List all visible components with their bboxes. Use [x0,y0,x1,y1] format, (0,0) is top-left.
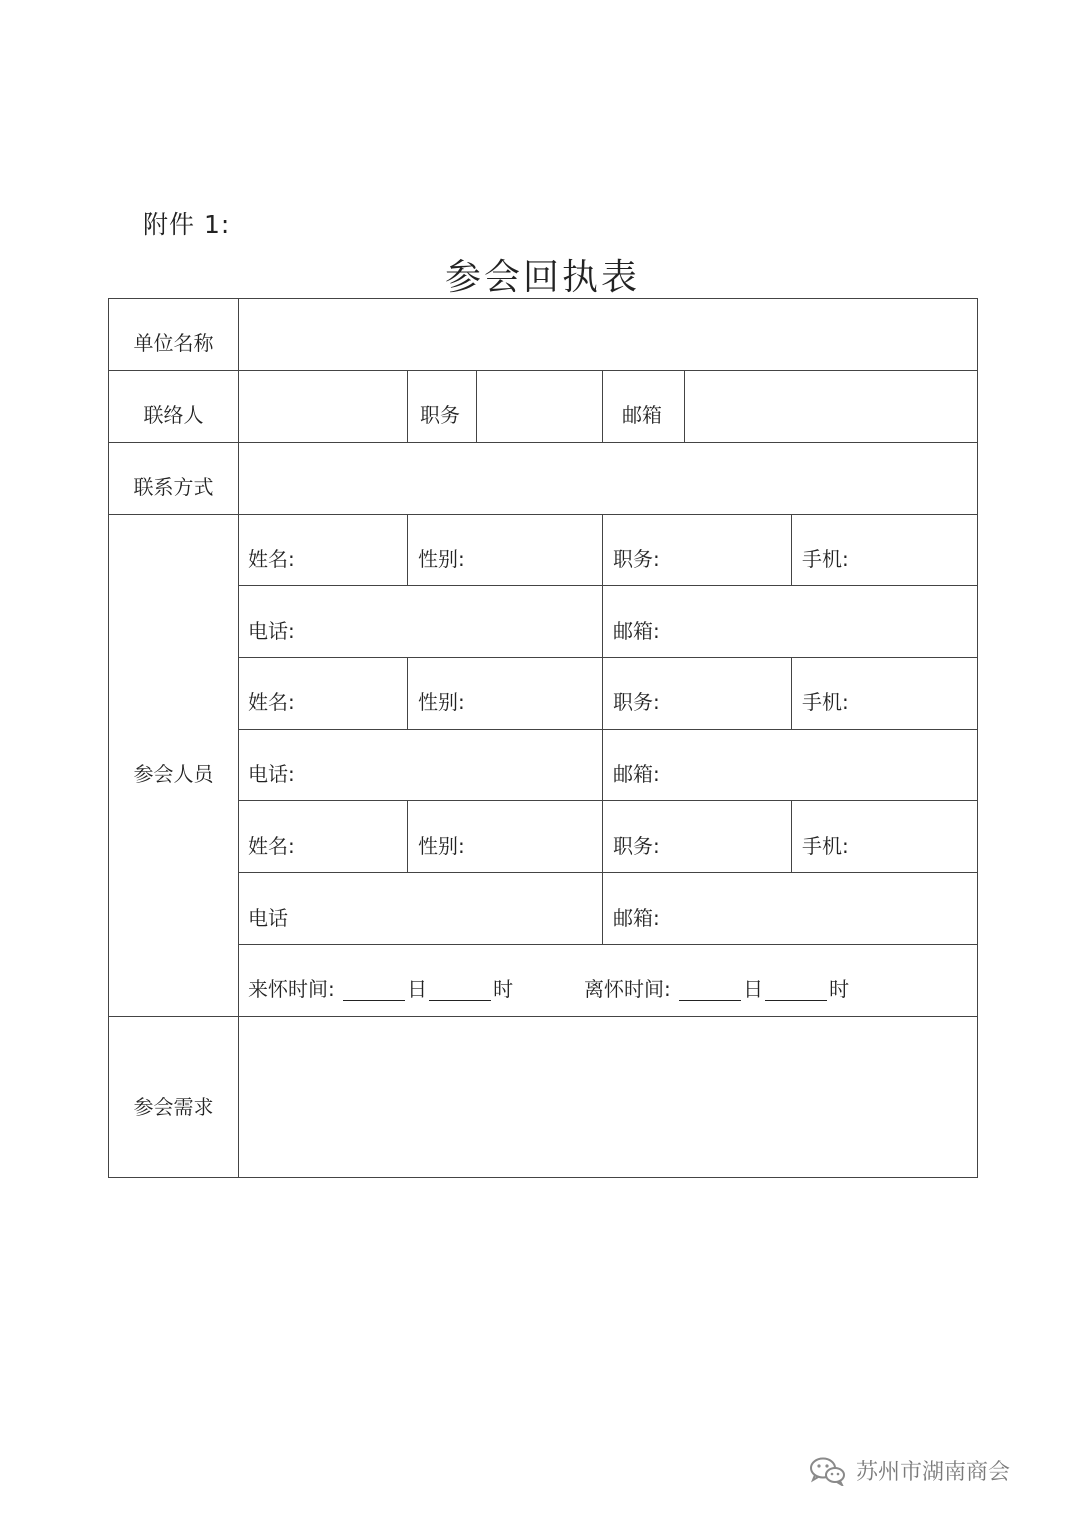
receipt-form-table [108,298,978,1178]
form-title: 参会回执表 [444,257,640,298]
attendee-position-label: 职务: [613,690,660,714]
column-divider [791,800,792,872]
attendee-name-label: 姓名: [248,690,295,714]
contact-method-field[interactable] [239,443,977,514]
attendee-gender-label: 性别: [418,690,465,714]
hour-label: 时 [829,977,850,1001]
attendee-email-label: 邮箱: [613,906,660,930]
attendee-phone-label: 电话: [248,762,295,786]
attendees-label: 参会人员 [133,762,214,786]
unit-name-field[interactable] [239,299,977,370]
row-divider [238,729,977,730]
attendee-name-label: 姓名: [248,834,295,858]
watermark [808,1455,1010,1486]
attendee-name-label: 姓名: [248,547,295,571]
requirements-field[interactable] [239,1017,977,1177]
attendee-position-label: 职务: [613,834,660,858]
column-divider [602,872,603,944]
requirements-label: 参会需求 [133,1095,214,1119]
arrival-day-blank[interactable] [343,982,405,1001]
arrival-hour-blank[interactable] [429,982,491,1001]
attendee-phone-label: 电话: [248,619,295,643]
contact-method-label: 联系方式 [133,475,214,499]
column-divider [602,657,603,729]
attendee-phone-label: 电话 [248,906,288,930]
column-divider [791,657,792,729]
column-divider [602,800,603,872]
attachment-label: 附件 1: [143,210,231,239]
column-divider [407,370,408,442]
attendee-mobile-label: 手机: [802,690,849,714]
column-divider [407,657,408,729]
row-divider [238,944,977,945]
row-divider [238,585,977,586]
unit-name-label: 单位名称 [133,331,214,355]
contact-email-field[interactable] [685,371,977,442]
email-label: 邮箱 [622,403,662,427]
watermark-text: 苏州市湖南商会 [856,1460,1011,1485]
column-divider [602,514,603,585]
column-divider [602,729,603,800]
leave-time-line [584,977,849,1001]
leave-label: 离怀时间: [584,977,671,1001]
row-divider [109,514,977,515]
column-divider [407,800,408,872]
column-divider [407,514,408,585]
attendee-position-label: 职务: [613,547,660,571]
attendee-mobile-label: 手机: [802,834,849,858]
row-divider [238,800,977,801]
leave-hour-blank[interactable] [765,982,827,1001]
attendee-email-label: 邮箱: [613,762,660,786]
column-divider [602,585,603,657]
day-label: 日 [407,977,428,1001]
attendee-gender-label: 性别: [418,547,465,571]
row-divider [238,657,977,658]
arrival-time-line [248,977,513,1001]
contact-position-field[interactable] [477,371,602,442]
leave-day-blank[interactable] [679,982,741,1001]
column-divider [791,514,792,585]
row-divider [238,872,977,873]
column-divider [602,370,603,442]
contact-person-label: 联络人 [143,403,204,427]
attendee-mobile-label: 手机: [802,547,849,571]
day-label: 日 [743,977,764,1001]
contact-person-field[interactable] [239,371,407,442]
attendee-gender-label: 性别: [418,834,465,858]
wechat-icon [808,1456,848,1486]
arrival-label: 来怀时间: [248,977,335,1001]
position-label: 职务 [420,403,460,427]
hour-label: 时 [493,977,514,1001]
attendee-email-label: 邮箱: [613,619,660,643]
